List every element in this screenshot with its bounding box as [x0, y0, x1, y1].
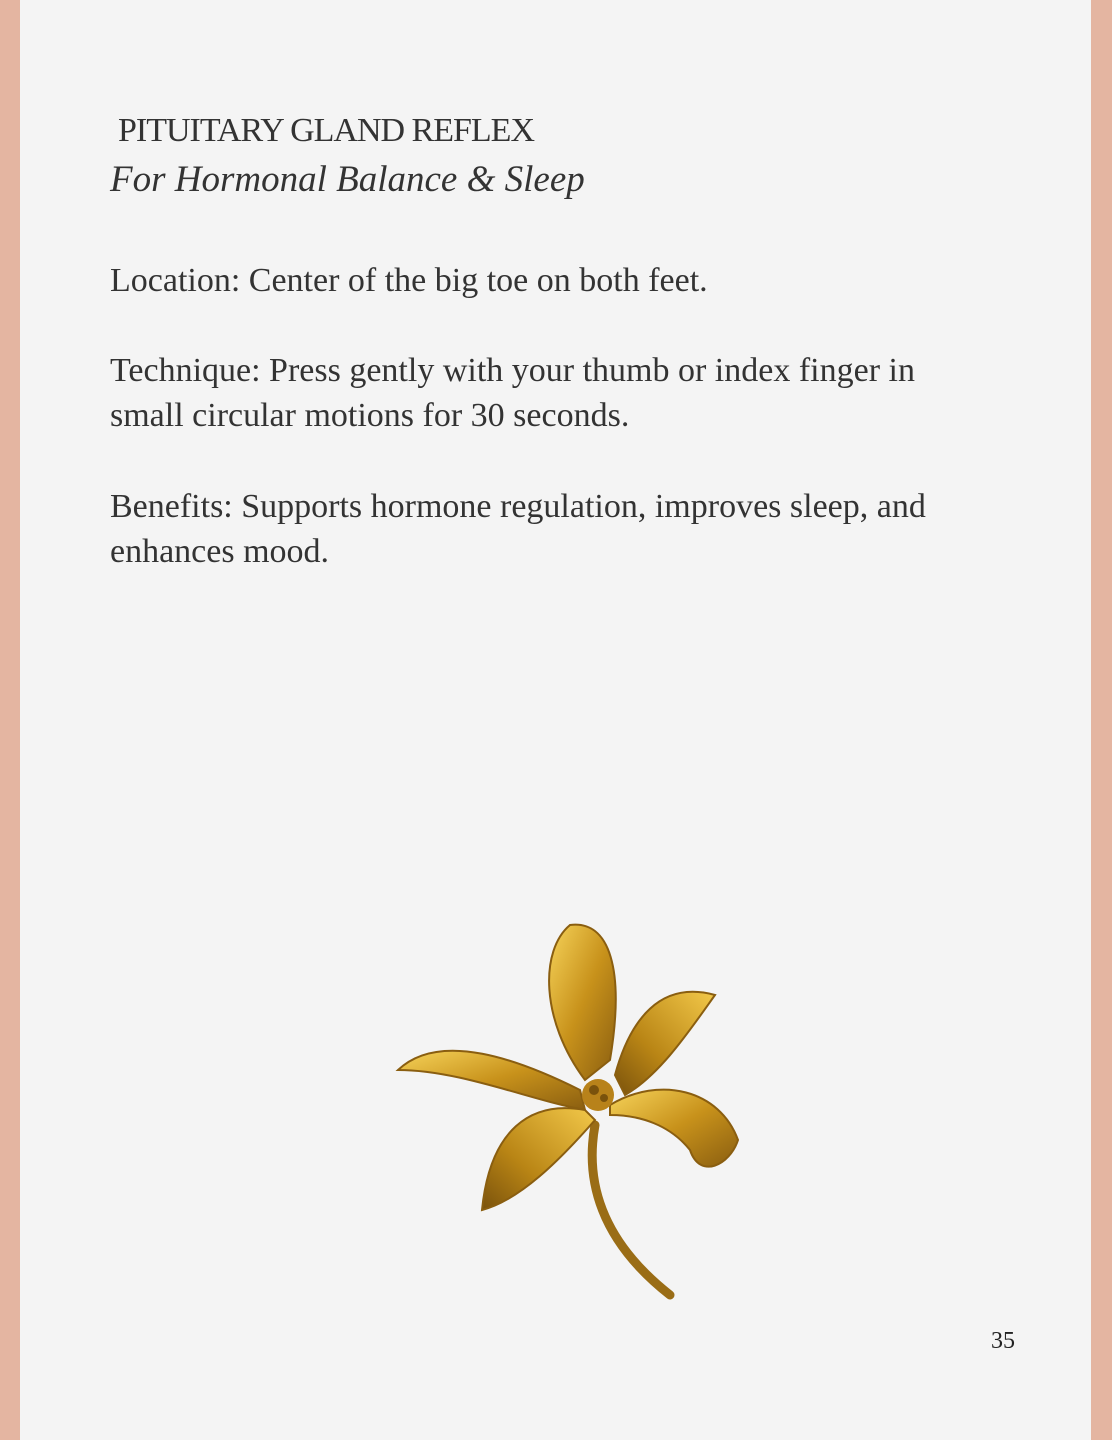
page-subtitle: For Hormonal Balance & Sleep: [110, 159, 585, 200]
document-page: [20, 0, 1091, 1440]
page-title: PITUITARY GLAND REFLEX: [118, 112, 534, 149]
location-paragraph: Location: Center of the big toe on both feet.: [110, 262, 708, 299]
technique-paragraph: Technique: Press gently with your thumb or index finger in small circular motions for 30 seconds.: [110, 352, 915, 434]
page-number: 35: [991, 1328, 1015, 1354]
benefits-paragraph: Benefits: Supports hormone regulation, improves sleep, and enhances mood.: [110, 488, 926, 570]
golden-lily-icon: [370, 910, 760, 1310]
